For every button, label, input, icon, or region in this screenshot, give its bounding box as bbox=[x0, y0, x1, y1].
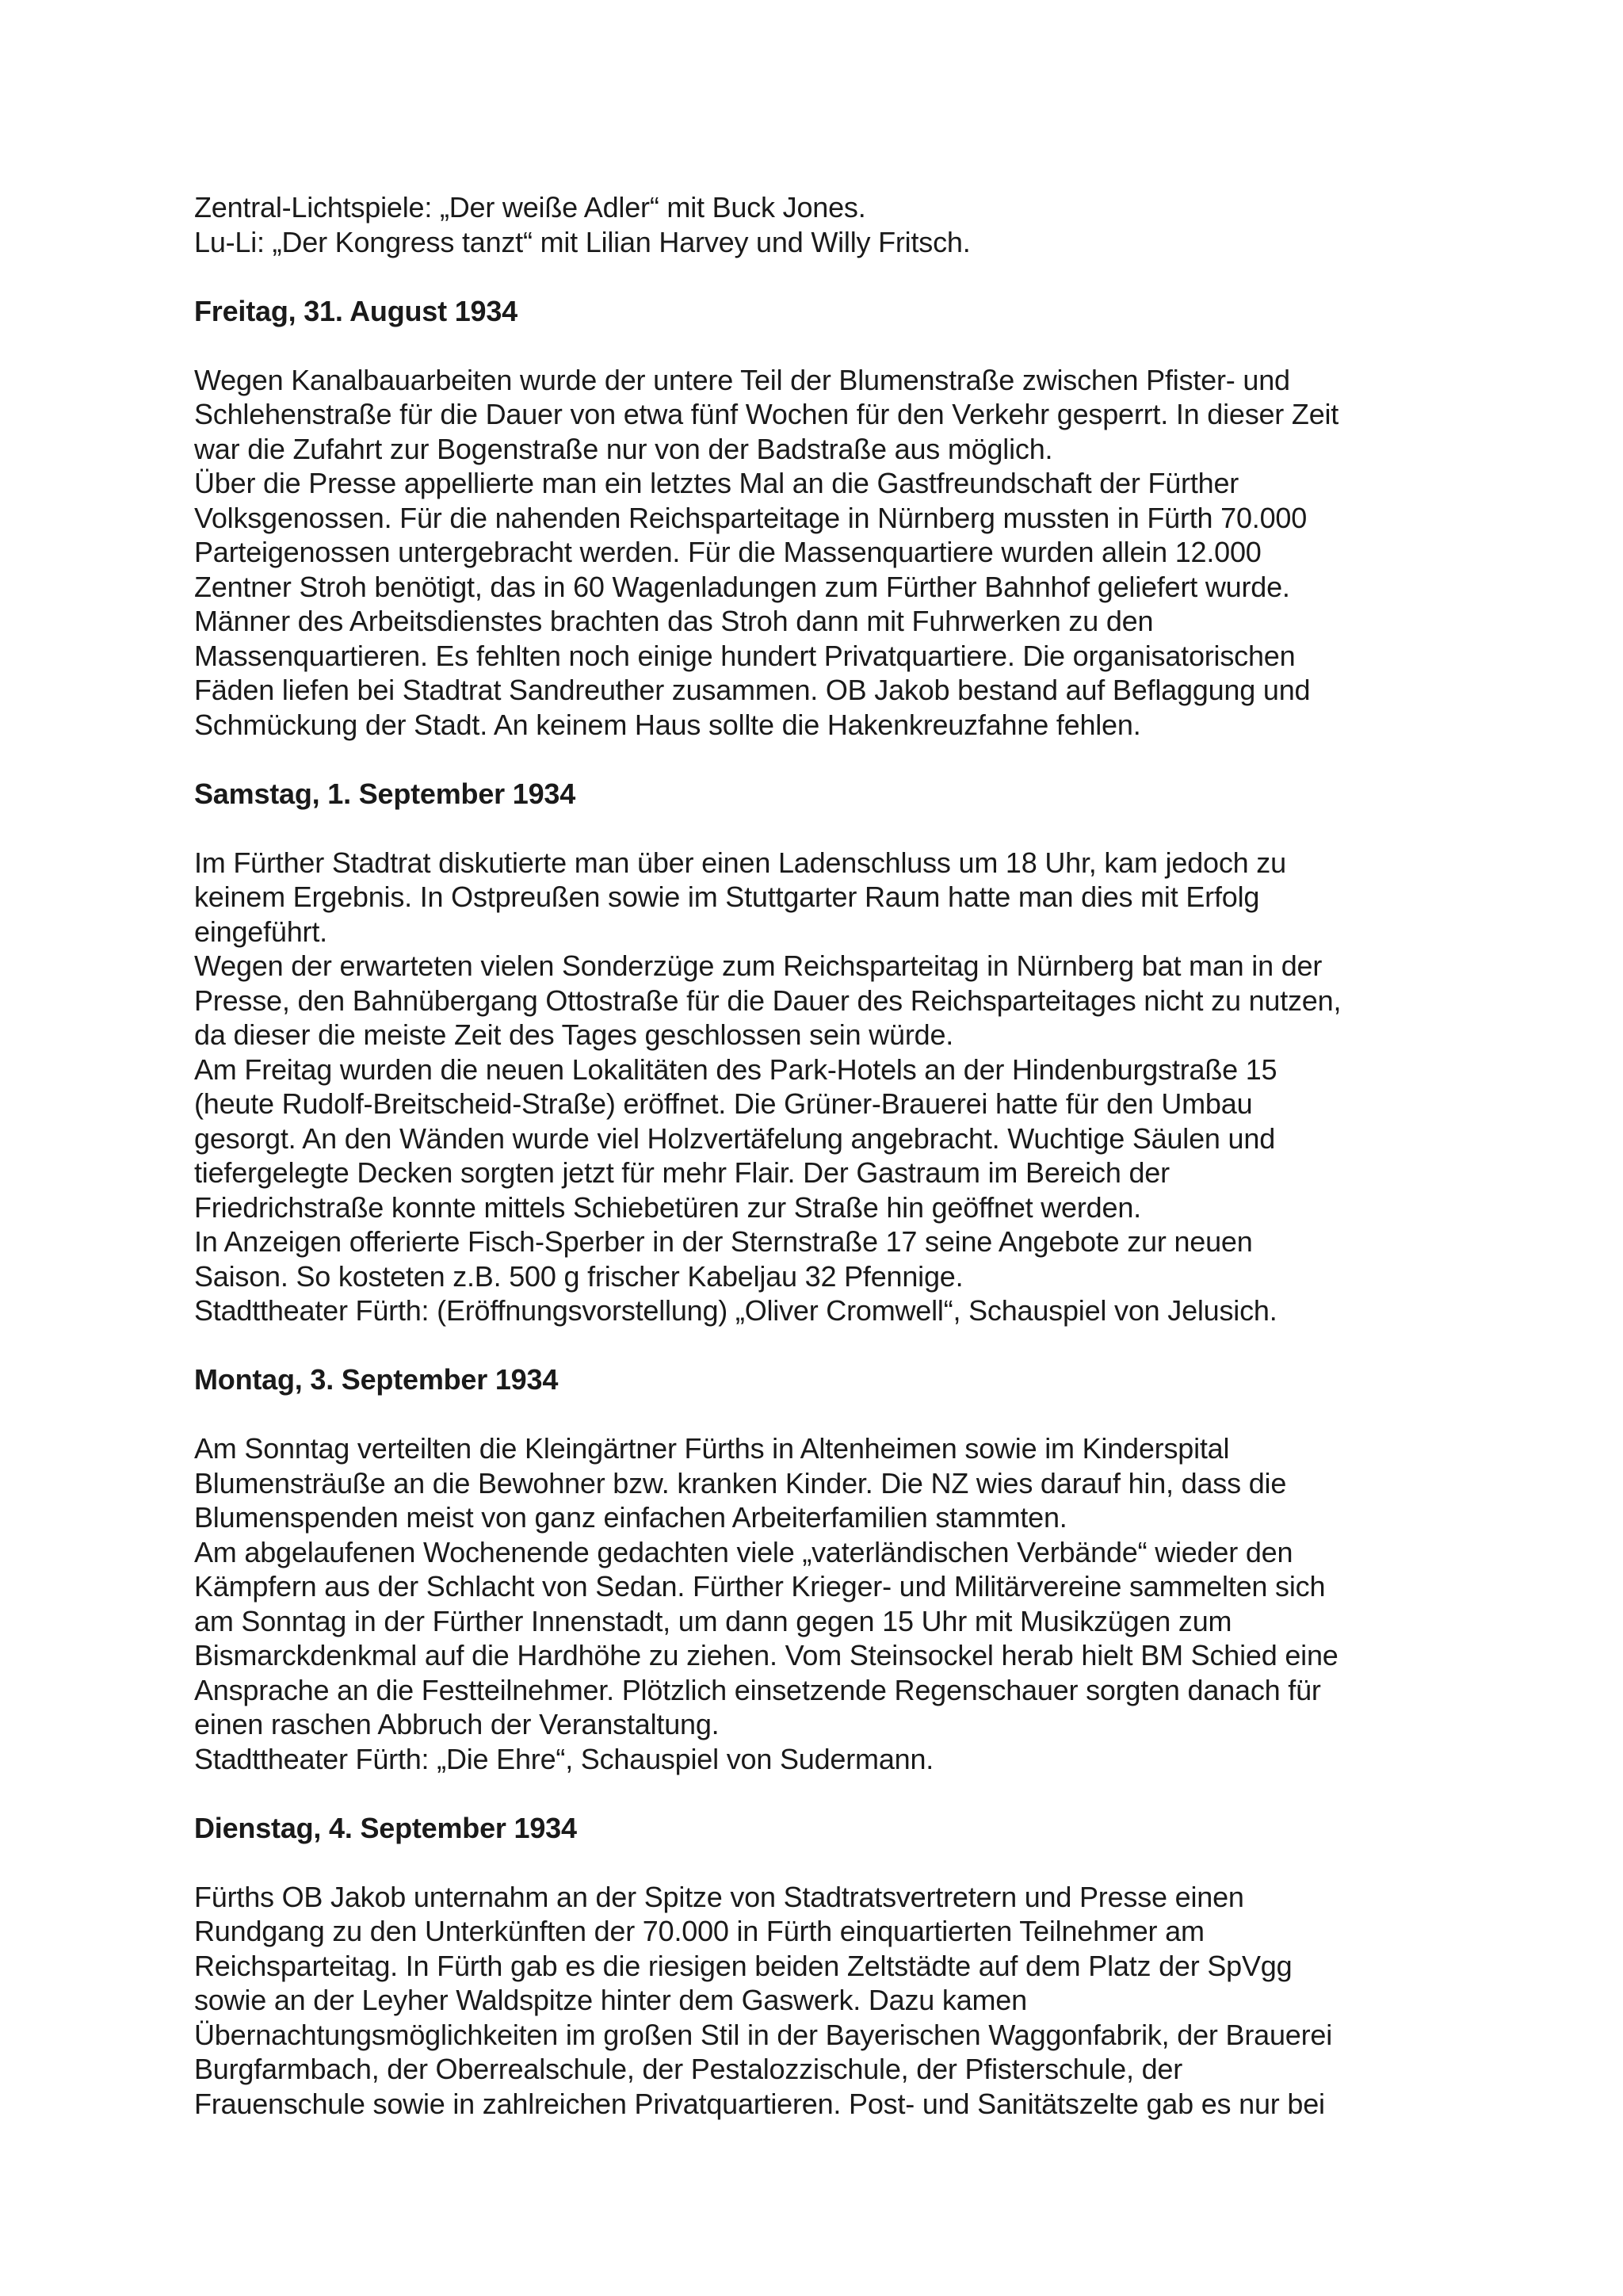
text-line: Wegen Kanalbauarbeiten wurde der untere Teil der Blumenstraße zwischen Pfister- und bbox=[194, 363, 1290, 396]
paragraph-gap bbox=[194, 259, 1446, 294]
section-heading-sep-4: Dienstag, 4. September 1934 bbox=[194, 1811, 577, 1844]
text-line: Übernachtungsmöglichkeiten im großen Stil in der Bayerischen Waggonfabrik, der Brauerei bbox=[194, 2018, 1332, 2051]
text-line: da dieser die meiste Zeit des Tages geschlossen sein würde. bbox=[194, 1018, 954, 1051]
text-line: Friedrichstraße konnte mittels Schiebetüren zur Straße hin geöffnet werden. bbox=[194, 1190, 1141, 1224]
paragraph-gap bbox=[194, 811, 1446, 846]
paragraph-gap bbox=[194, 1776, 1446, 1811]
text-line: Stadttheater Fürth: „Die Ehre“, Schauspiel von Sudermann. bbox=[194, 1742, 934, 1775]
text-line: Am Freitag wurden die neuen Lokalitäten des Park-Hotels an der Hindenburgstraße 15 bbox=[194, 1052, 1277, 1086]
text-line: keinem Ergebnis. In Ostpreußen sowie im Stuttgarter Raum hatte man dies mit Erfolg bbox=[194, 881, 1260, 913]
text-line: Rundgang zu den Unterkünften der 70.000 in Fürth einquartierten Teilnehmer am bbox=[194, 1915, 1205, 1947]
text-line: In Anzeigen offerierte Fisch-Sperber in der Sternstraße 17 seine Angebote zur neuen bbox=[194, 1225, 1253, 1258]
section-body-sep-4 bbox=[194, 1880, 1446, 2122]
section-body-aug-31 bbox=[194, 363, 1446, 743]
text-line: Über die Presse appellierte man ein letztes Mal an die Gastfreundschaft der Fürther bbox=[194, 467, 1239, 499]
section-heading-sep-1: Samstag, 1. September 1934 bbox=[194, 777, 576, 810]
text-line: Bismarckdenkmal auf die Hardhöhe zu ziehen. Vom Steinsockel herab hielt BM Schied eine bbox=[194, 1639, 1338, 1671]
text-line: Kämpfern aus der Schlacht von Sedan. Fürther Krieger- und Militärvereine sammelten sich bbox=[194, 1570, 1326, 1603]
section-body-sep-1 bbox=[194, 846, 1446, 1328]
text-line: sowie an der Leyher Waldspitze hinter dem Gaswerk. Dazu kamen bbox=[194, 1984, 1027, 2016]
text-line: tiefergelegte Decken sorgten jetzt für mehr Flair. Der Gastraum im Bereich der bbox=[194, 1156, 1170, 1189]
text-line: Reichsparteitag. In Fürth gab es die riesigen beiden Zeltstädte auf dem Platz der SpVgg bbox=[194, 1949, 1293, 1982]
text-line: Männer des Arbeitsdienstes brachten das Stroh dann mit Fuhrwerken zu den bbox=[194, 605, 1154, 637]
text-line: Fäden liefen bei Stadtrat Sandreuther zusammen. OB Jakob bestand auf Beflaggung und bbox=[194, 674, 1311, 706]
text-line: Ansprache an die Festteilnehmer. Plötzlich einsetzende Regenschauer sorgten danach für bbox=[194, 1673, 1321, 1706]
text-line: Im Fürther Stadtrat diskutierte man über einen Ladenschluss um 18 Uhr, kam jedoch zu bbox=[194, 846, 1286, 879]
paragraph-gap bbox=[194, 742, 1446, 777]
intro-paragraph bbox=[194, 190, 1446, 259]
section-heading-aug-31: Freitag, 31. August 1934 bbox=[194, 294, 518, 327]
section-heading-sep-3: Montag, 3. September 1934 bbox=[194, 1363, 559, 1396]
text-line: war die Zufahrt zur Bogenstraße nur von der Badstraße aus möglich. bbox=[194, 432, 1053, 465]
text-line: Wegen der erwarteten vielen Sonderzüge zum Reichsparteitag in Nürnberg bat man in der bbox=[194, 949, 1323, 982]
section-body-sep-3 bbox=[194, 1431, 1446, 1776]
paragraph-gap bbox=[194, 1845, 1446, 1880]
document-page bbox=[194, 190, 1446, 2121]
text-line: Frauenschule sowie in zahlreichen Privatquartieren. Post- und Sanitätszelte gab es nur bei bbox=[194, 2087, 1325, 2120]
text-line: Schmückung der Stadt. An keinem Haus sollte die Hakenkreuzfahne fehlen. bbox=[194, 708, 1141, 741]
paragraph-gap bbox=[194, 328, 1446, 363]
text-line: Am abgelaufenen Wochenende gedachten viele „vaterländischen Verbände“ wieder den bbox=[194, 1535, 1293, 1568]
text-line: einen raschen Abbruch der Veranstaltung. bbox=[194, 1708, 720, 1740]
text-line: eingeführt. bbox=[194, 915, 327, 948]
text-line: Stadttheater Fürth: (Eröffnungsvorstellung) „Oliver Cromwell“, Schauspiel von Jelusich. bbox=[194, 1294, 1277, 1327]
intro-line: Zentral-Lichtspiele: „Der weiße Adler“ mit Buck Jones. bbox=[194, 191, 866, 223]
text-line: Schlehenstraße für die Dauer von etwa fünf Wochen für den Verkehr gesperrt. In dieser Zeit bbox=[194, 398, 1339, 430]
text-line: Am Sonntag verteilten die Kleingärtner Fürths in Altenheimen sowie im Kinderspital bbox=[194, 1432, 1230, 1465]
text-line: am Sonntag in der Fürther Innenstadt, um dann gegen 15 Uhr mit Musikzügen zum bbox=[194, 1604, 1232, 1637]
text-line: Blumenspenden meist von ganz einfachen Arbeiterfamilien stammten. bbox=[194, 1501, 1067, 1534]
paragraph-gap bbox=[194, 1397, 1446, 1432]
text-line: Parteigenossen untergebracht werden. Für die Massenquartiere wurden allein 12.000 bbox=[194, 536, 1262, 568]
text-line: (heute Rudolf-Breitscheid-Straße) eröffnet. Die Grüner-Brauerei hatte für den Umbau bbox=[194, 1087, 1253, 1120]
paragraph-gap bbox=[194, 1328, 1446, 1363]
text-line: Massenquartieren. Es fehlten noch einige hundert Privatquartiere. Die organisatorischen bbox=[194, 639, 1296, 672]
text-line: Burgfarmbach, der Oberrealschule, der Pestalozzischule, der Pfisterschule, der bbox=[194, 2053, 1183, 2085]
text-line: Volksgenossen. Für die nahenden Reichsparteitage in Nürnberg mussten in Fürth 70.000 bbox=[194, 501, 1308, 534]
text-line: Saison. So kosteten z.B. 500 g frischer Kabeljau 32 Pfennige. bbox=[194, 1259, 964, 1293]
text-line: Blumensträuße an die Bewohner bzw. kranken Kinder. Die NZ wies darauf hin, dass die bbox=[194, 1466, 1287, 1499]
text-line: Zentner Stroh benötigt, das in 60 Wagenladungen zum Fürther Bahnhof geliefert wurde. bbox=[194, 570, 1290, 603]
intro-line: Lu-Li: „Der Kongress tanzt“ mit Lilian Harvey und Willy Fritsch. bbox=[194, 225, 971, 258]
text-line: gesorgt. An den Wänden wurde viel Holzvertäfelung angebracht. Wuchtige Säulen und bbox=[194, 1121, 1276, 1155]
text-line: Fürths OB Jakob unternahm an der Spitze von Stadtratsvertretern und Presse einen bbox=[194, 1880, 1244, 1913]
text-line: Presse, den Bahnübergang Ottostraße für die Dauer des Reichsparteitages nicht zu nutzen, bbox=[194, 984, 1342, 1017]
